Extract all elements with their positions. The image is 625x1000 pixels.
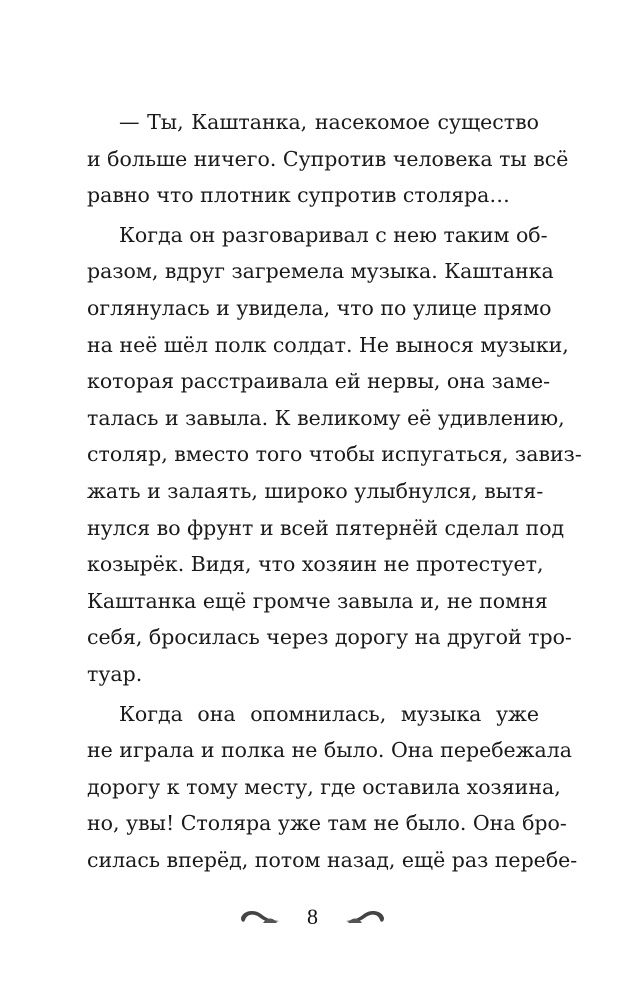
page-number: 8: [307, 904, 318, 929]
paragraph: [87, 696, 578, 879]
text-line: Каштанка ещё громче завыла и, не помня: [87, 588, 548, 613]
text-line: и больше ничего. Супротив человека ты всё: [87, 146, 569, 171]
text-line: столяр, вместо того чтобы испугаться, завиз-: [87, 442, 582, 467]
text-line: разом, вдруг загремела музыка. Каштанка: [87, 259, 554, 284]
paragraph: [87, 217, 582, 693]
paragraph: [87, 104, 569, 214]
text-line: нулся во фрунт и всей пятернёй сделал под: [87, 515, 565, 540]
text-line: талась и завыла. К великому её удивлению,: [87, 405, 565, 430]
text-line: которая расстраивала ей нервы, она заме-: [87, 369, 551, 394]
text-line: не играла и полка не было. Она перебежала: [87, 738, 573, 763]
text-line: туар.: [87, 661, 143, 686]
text-line: но, увы! Столяра уже там не было. Она бро-: [87, 811, 567, 836]
text-line: силась вперёд, потом назад, ещё раз перебе-: [87, 847, 578, 872]
left-ornament-icon: [239, 908, 285, 926]
text-line: — Ты, Каштанка, насекомое существо: [119, 110, 539, 134]
page-body: [87, 104, 582, 881]
text-line: равно что плотник супротив столяра…: [87, 183, 510, 208]
text-line: оглянулась и увидела, что по улице прямо: [87, 295, 552, 320]
text-line: Когда он разговаривал с нею таким об-: [119, 222, 548, 247]
page-footer: [0, 904, 625, 930]
text-line: Когда она опомнилась, музыка уже: [119, 701, 539, 726]
text-line: на неё шёл полк солдат. Не вынося музыки,: [87, 332, 569, 357]
text-line: жать и залаять, широко улыбнулся, вытя-: [87, 478, 544, 503]
right-ornament-icon: [340, 908, 386, 926]
text-line: козырёк. Видя, что хозяин не протестует,: [87, 552, 544, 577]
text-line: себя, бросилась через дорогу на другой тро-: [87, 625, 572, 650]
text-line: дорогу к тому месту, где оставила хозяина,: [87, 774, 561, 799]
